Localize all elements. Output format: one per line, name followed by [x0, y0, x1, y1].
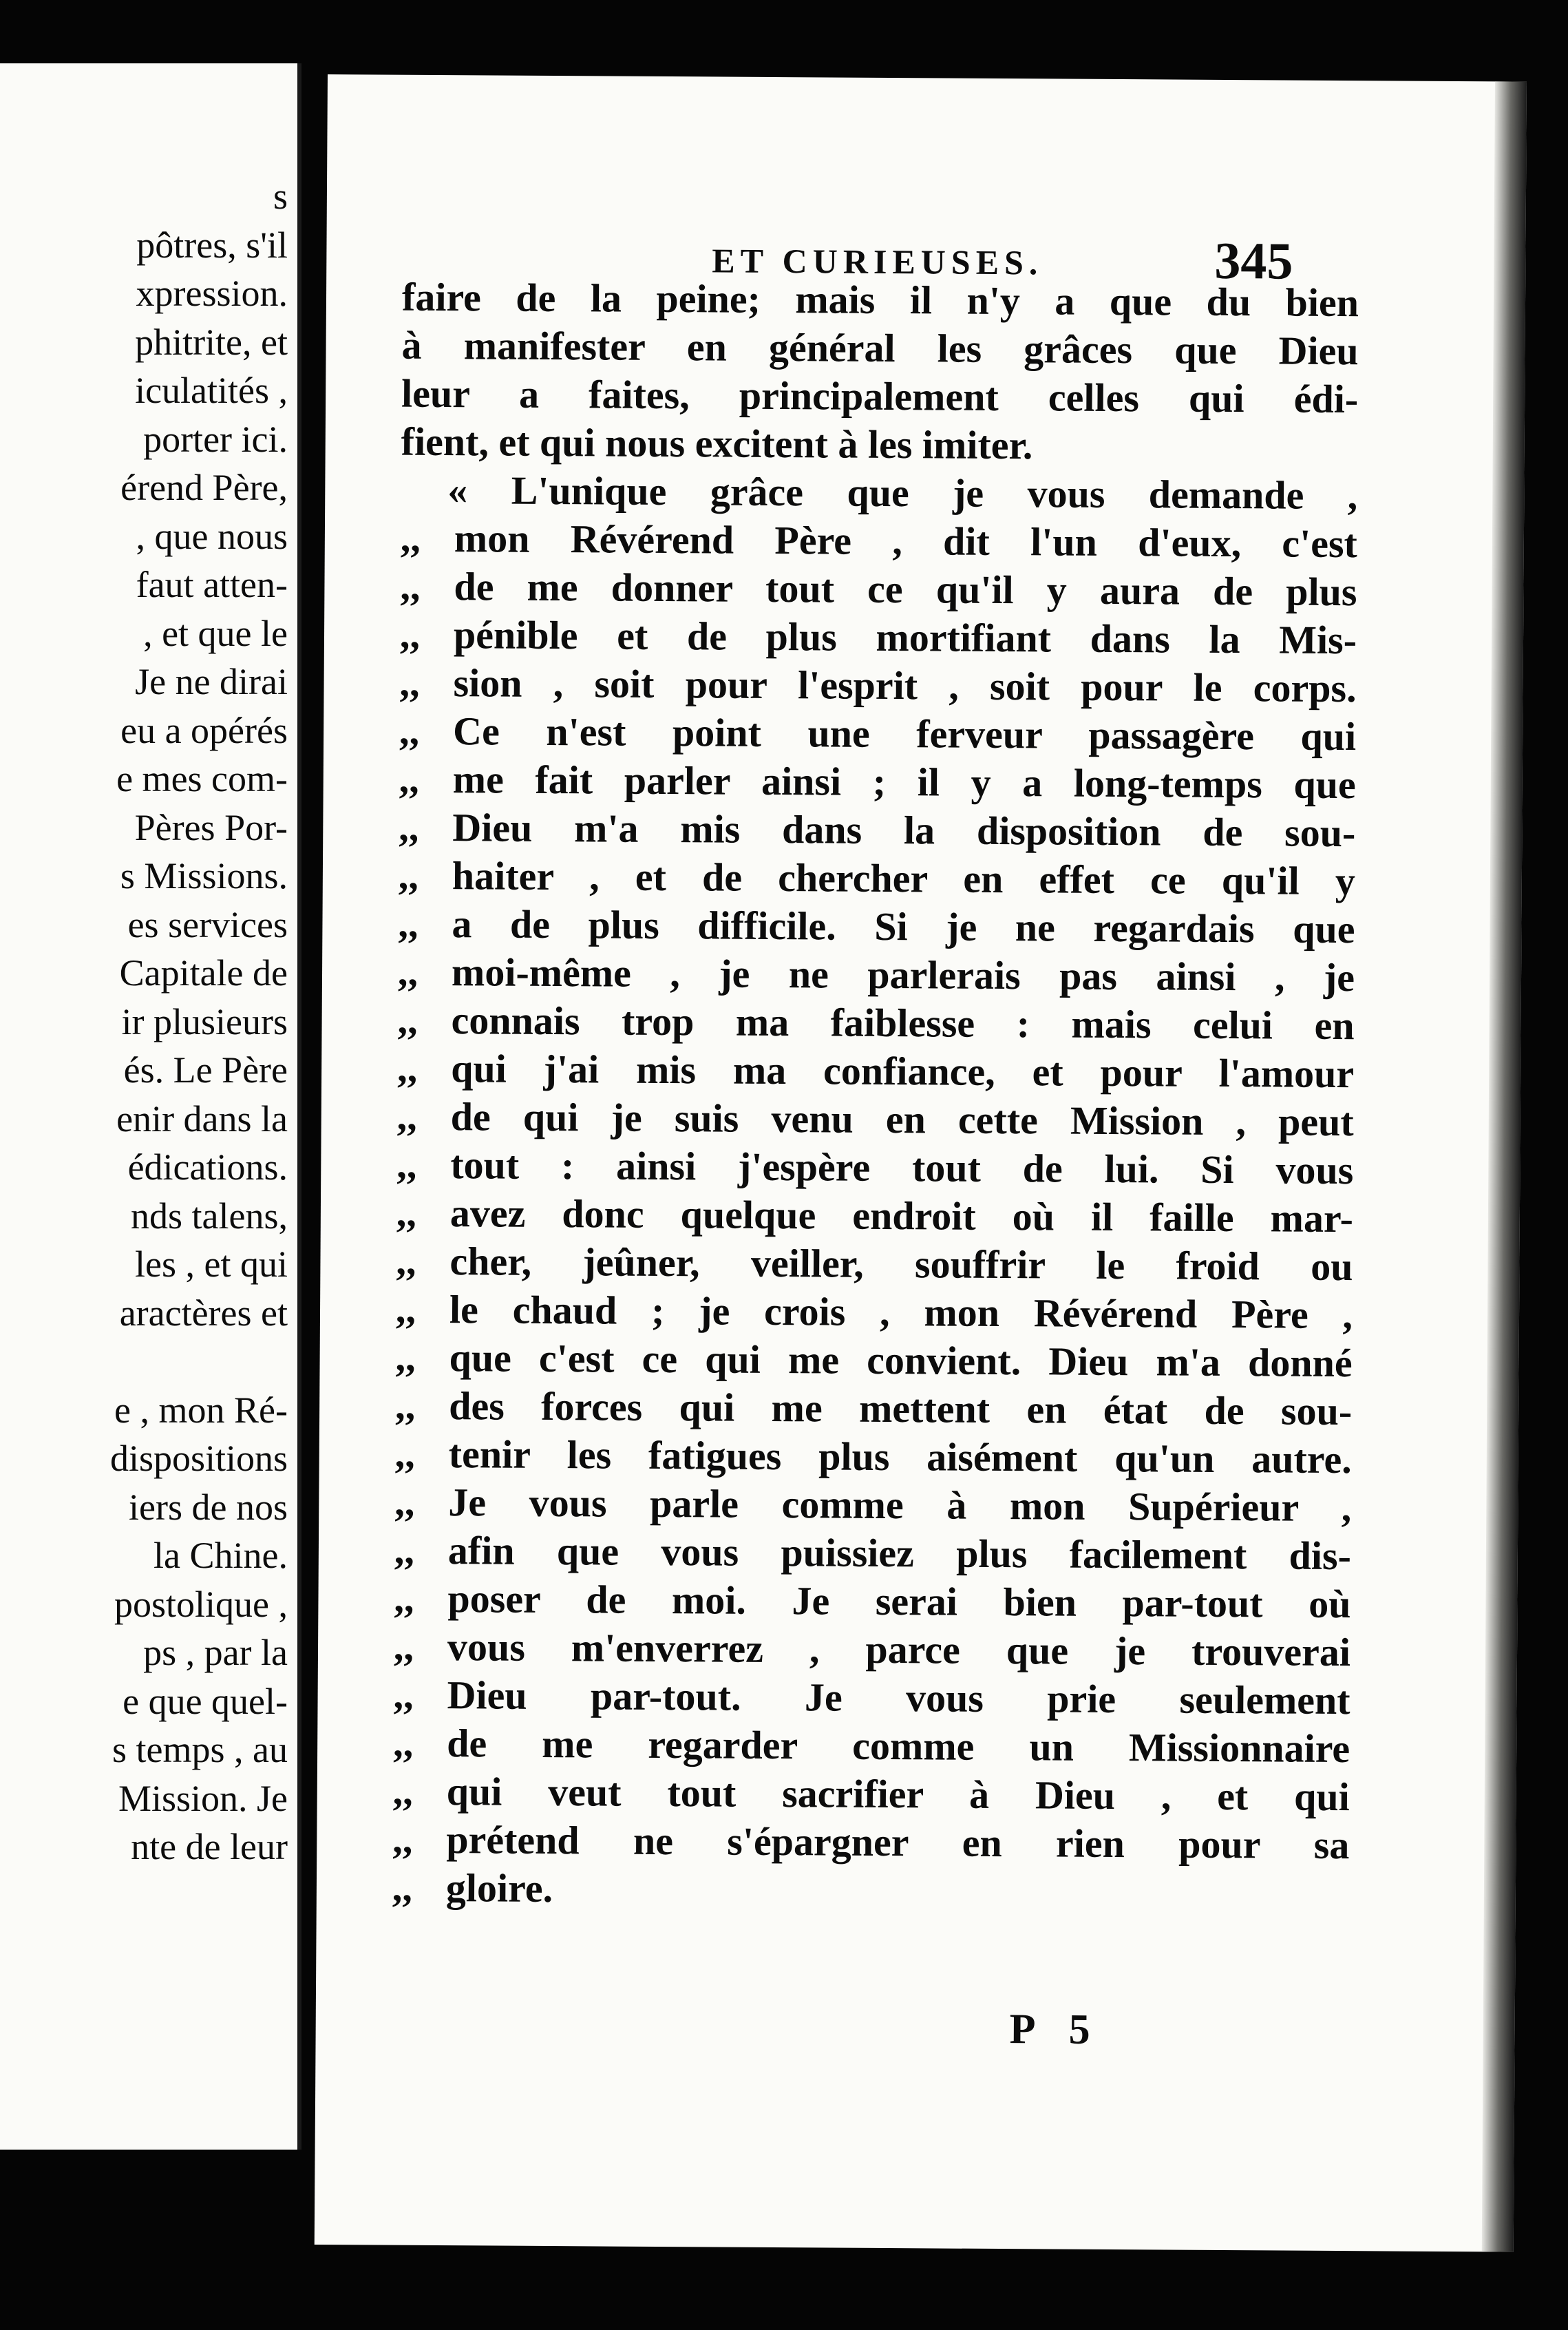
- left-page-line: porter ici.: [143, 418, 288, 460]
- quote-mark: ,,: [392, 1816, 413, 1862]
- line-text: leur a faites, principalement celles qui édi-: [401, 370, 1359, 422]
- text-line: [396, 1237, 1353, 1291]
- line-text: Je vous parle comme à mon Supérieur ,: [448, 1480, 1352, 1531]
- text-line: [395, 1334, 1352, 1387]
- quote-mark: ,,: [398, 901, 419, 946]
- quote-mark: ,,: [396, 1045, 418, 1091]
- text-line: [395, 1430, 1352, 1484]
- text-line: [395, 1382, 1352, 1436]
- left-page-line: Capitale de: [119, 952, 288, 994]
- text-line: [392, 1816, 1349, 1869]
- line-text: Ce n'est point une ferveur passagère qui: [452, 709, 1357, 759]
- line-text: avez donc quelque endroit où il faille mar-: [449, 1190, 1354, 1241]
- line-text: gloire.: [445, 1865, 553, 1911]
- left-page-line: es services: [127, 903, 288, 945]
- text-line: [394, 1575, 1350, 1628]
- text-line: [393, 1719, 1350, 1773]
- quote-mark: ,,: [393, 1672, 414, 1717]
- line-text: prétend ne s'épargner en rien pour sa: [446, 1817, 1350, 1868]
- quote-mark: ,,: [394, 1479, 415, 1524]
- quote-mark: ,,: [397, 949, 419, 994]
- left-page-line: eu a opérés: [120, 709, 288, 751]
- text-line: [401, 418, 1358, 472]
- left-page-line: s: [273, 176, 288, 217]
- left-page-line: faut atten-: [136, 564, 288, 605]
- line-text: poser de moi. Je serai bien par-tout où: [447, 1576, 1351, 1627]
- text-line: [399, 659, 1356, 713]
- line-text: que c'est ce qui me convient. Dieu m'a donné: [449, 1335, 1353, 1386]
- quote-mark: ,,: [399, 756, 419, 801]
- text-line: [402, 273, 1359, 327]
- text-line: [400, 563, 1357, 616]
- quote-mark: ,,: [396, 1190, 417, 1235]
- quote-mark: ,,: [394, 1431, 415, 1476]
- line-text: pénible et de plus mortifiant dans la Mis-: [453, 612, 1357, 663]
- text-line: [394, 1526, 1351, 1580]
- left-page-line: és. Le Père: [123, 1049, 288, 1091]
- line-text: tout : ainsi j'espère tout de lui. Si vous: [450, 1142, 1354, 1193]
- left-page-line: aractères et: [119, 1292, 288, 1334]
- text-line: [400, 611, 1357, 664]
- quote-mark: ,,: [395, 1334, 416, 1380]
- line-text: le chaud ; je crois , mon Révérend Père ,: [449, 1287, 1353, 1338]
- line-text: Dieu m'a mis dans la disposition de sou-: [452, 805, 1356, 856]
- text-line: [399, 852, 1355, 905]
- text-line: [396, 1285, 1353, 1339]
- left-page-line: , que nous: [136, 515, 288, 557]
- text-line: [393, 1671, 1350, 1725]
- line-text: de me regarder comme un Missionnaire: [446, 1721, 1350, 1772]
- text-line: [399, 804, 1355, 857]
- line-text: « L'unique grâce que je vous demande ,: [447, 468, 1358, 518]
- quote-mark: ,,: [393, 1720, 414, 1765]
- left-page-line: , et que le: [143, 612, 288, 654]
- line-text: de qui je suis venu en cette Mission , peut: [450, 1094, 1354, 1145]
- line-text: sion , soit pour l'esprit , soit pour le corps.: [453, 660, 1357, 711]
- left-page-line: iers de nos: [129, 1486, 288, 1528]
- left-page-line: postolique ,: [114, 1583, 288, 1625]
- quote-mark: ,,: [393, 1624, 414, 1669]
- left-page-line: e que quel-: [123, 1680, 288, 1722]
- left-page-line: la Chine.: [153, 1535, 288, 1576]
- left-page-line: dispositions: [109, 1438, 288, 1479]
- left-page-fragment: [0, 63, 301, 2150]
- text-line: [397, 1093, 1354, 1146]
- line-text: vous m'enverrez , parce que je trouverai: [447, 1624, 1351, 1675]
- line-text: afin que vous puissiez plus facilement dis-: [447, 1528, 1352, 1579]
- left-page-line: pôtres, s'il: [136, 224, 288, 266]
- left-page-line: édications.: [127, 1146, 288, 1188]
- line-text: haiter , et de chercher en effet ce qu'il y: [452, 853, 1356, 904]
- page-number: 345: [1214, 231, 1293, 291]
- quote-mark: ,,: [392, 1768, 413, 1814]
- line-text: des forces qui me mettent en état de sou-: [448, 1383, 1353, 1434]
- quote-mark: ,,: [396, 1142, 417, 1187]
- left-page-line: ir plusieurs: [121, 1000, 288, 1042]
- quote-mark: ,,: [396, 1093, 417, 1139]
- text-line: [399, 755, 1356, 809]
- text-line: [401, 514, 1357, 568]
- text-line: [401, 466, 1357, 520]
- text-line: [396, 1141, 1353, 1195]
- left-page-line: érend Père,: [120, 467, 288, 508]
- left-page-line: enir dans la: [116, 1098, 288, 1140]
- quote-mark: ,,: [399, 708, 420, 753]
- line-text: moi-même , je ne parlerais pas ainsi , je: [451, 949, 1355, 1000]
- text-line: [399, 707, 1356, 761]
- quote-mark: ,,: [399, 804, 419, 850]
- quote-mark: ,,: [399, 611, 421, 657]
- quote-mark: ,,: [395, 1286, 416, 1332]
- left-page-line: iculatités ,: [135, 370, 288, 411]
- text-line: [397, 1045, 1354, 1098]
- line-text: faire de la peine; mais il n'y a que du bien: [401, 274, 1359, 326]
- line-text: à manifester en général les grâces que Dieu: [401, 322, 1359, 374]
- text-line: [393, 1767, 1350, 1821]
- left-page-line: les , et qui: [135, 1243, 288, 1285]
- right-page: [315, 74, 1527, 2252]
- text-line: [397, 996, 1354, 1050]
- text-line: [401, 370, 1358, 423]
- quote-mark: ,,: [398, 852, 419, 898]
- line-text: mon Révérend Père , dit l'un d'eux, c'est: [454, 516, 1358, 567]
- running-head: ET CURIEUSES.: [712, 241, 1043, 282]
- left-page-line: Mission. Je: [118, 1777, 288, 1819]
- text-line: [398, 948, 1355, 1002]
- left-page-line: xpression.: [136, 273, 288, 314]
- left-page-line: Je ne dirai: [135, 661, 288, 702]
- text-line: [401, 322, 1358, 375]
- quote-mark: ,,: [392, 1865, 413, 1910]
- line-text: Dieu par-tout. Je vous prie seulement: [447, 1672, 1350, 1723]
- quote-mark: ,,: [400, 515, 421, 560]
- left-page-line: e , mon Ré-: [114, 1389, 288, 1431]
- page-edge-shadow: [1482, 81, 1527, 2252]
- left-page-line: phitrite, et: [135, 321, 288, 363]
- left-page-line: ps , par la: [143, 1632, 288, 1673]
- text-line: [396, 1189, 1353, 1243]
- quote-mark: ,,: [394, 1575, 414, 1621]
- left-page-line: s Missions.: [120, 855, 288, 896]
- line-text: me fait parler ainsi ; il y a long-temps que: [452, 757, 1356, 808]
- left-page-line: e mes com-: [116, 758, 288, 799]
- text-line: [398, 900, 1355, 954]
- text-line: [394, 1623, 1350, 1677]
- line-text: fient, et qui nous excitent à les imiter.: [401, 419, 1033, 468]
- signature-mark: P 5: [1009, 2006, 1103, 2053]
- left-page-line: s temps , au: [112, 1729, 288, 1770]
- text-line: [392, 1864, 1349, 1918]
- line-text: cher, jeûner, veiller, souffrir le froid ou: [449, 1239, 1353, 1290]
- quote-mark: ,,: [396, 1238, 416, 1283]
- quote-mark: ,,: [394, 1383, 416, 1428]
- quote-mark: ,,: [397, 997, 418, 1042]
- line-text: qui j'ai mis ma confiance, et pour l'amour: [450, 1046, 1355, 1097]
- line-text: connais trop ma faiblesse : mais celui en: [451, 998, 1355, 1049]
- body-text: [392, 273, 1359, 1918]
- text-line: [394, 1478, 1351, 1532]
- line-text: tenir les fatigues plus aisément qu'un autre.: [448, 1431, 1352, 1482]
- quote-mark: ,,: [399, 660, 420, 705]
- quote-mark: ,,: [394, 1527, 415, 1573]
- left-page-line: nte de leur: [131, 1826, 288, 1867]
- line-text: a de plus difficile. Si je ne regardais que: [452, 901, 1355, 952]
- line-text: de me donner tout ce qu'il y aura de plus: [454, 564, 1357, 615]
- line-text: qui veut tout sacrifier à Dieu , et qui: [446, 1769, 1350, 1820]
- quote-mark: ,,: [400, 563, 421, 609]
- left-page-line: Pères Por-: [134, 806, 288, 848]
- left-page-line: nds talens,: [131, 1195, 288, 1237]
